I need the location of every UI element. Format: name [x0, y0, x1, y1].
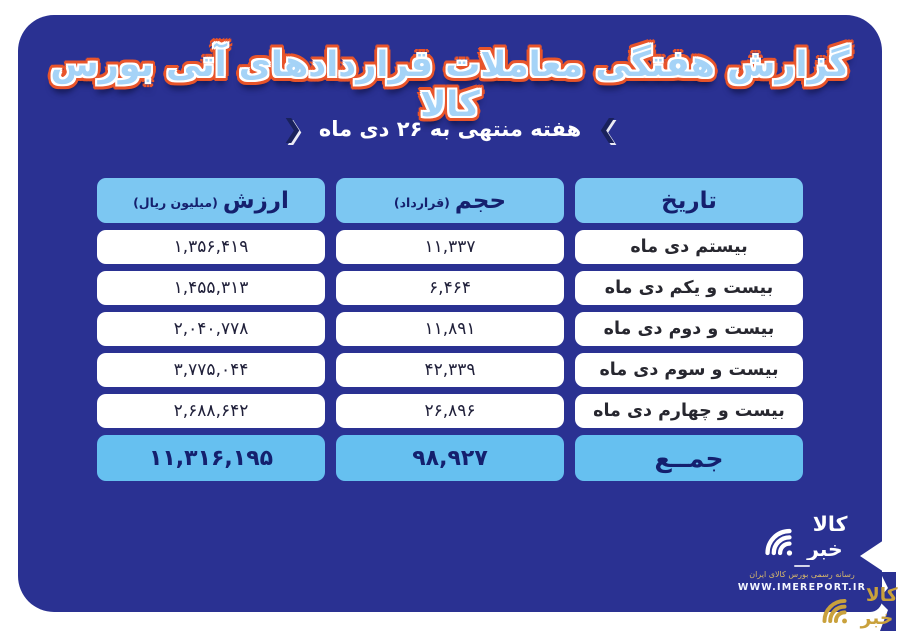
chevron-right-icon: ❯	[281, 114, 303, 143]
weekly-trades-table	[97, 178, 803, 481]
column-header-value	[97, 178, 325, 223]
table-row-1-volume: ۱۱,۳۳۷	[336, 230, 564, 264]
table-row-2-value: ۱,۴۵۵,۳۱۳	[97, 271, 325, 305]
header-volume-label: حجم	[454, 187, 507, 214]
table-row-5-value: ۲,۶۸۸,۶۴۲	[97, 394, 325, 428]
table-row-5-date: بیست و چهارم دی ماه	[575, 394, 803, 428]
table-row-1-date: بیستم دی ماه	[575, 230, 803, 264]
brand-divider	[794, 565, 810, 567]
table-row-4-value: ۳,۷۷۵,۰۴۴	[97, 353, 325, 387]
table-row-3-date: بیست و دوم دی ماه	[575, 312, 803, 346]
total-row-label: جمــع	[575, 435, 803, 481]
table-row-3-value: ۲,۰۴۰,۷۷۸	[97, 312, 325, 346]
column-header-date	[575, 178, 803, 223]
total-row-value: ۱۱,۳۱۶,۱۹۵	[97, 435, 325, 481]
header-value-unit: (میلیون ریال)	[133, 195, 218, 210]
subtitle	[18, 113, 882, 142]
header-volume-unit: (قرارداد)	[393, 195, 450, 210]
brand-name-bottom: خبر	[860, 607, 894, 629]
subtitle-text: هفته منتهی به ۲۶ دی ماه	[318, 117, 582, 141]
table-row-2-date: بیست و یکم دی ماه	[575, 271, 803, 305]
header-date-label: تاریخ	[661, 187, 717, 214]
brand-tagline: رسانه رسمی بورس کالای ایران	[749, 570, 855, 579]
page-title: گزارش هفتگی معاملات قراردادهای آتی بورس کالا	[50, 45, 850, 125]
table-row-3-volume: ۱۱,۸۹۱	[336, 312, 564, 346]
table-row-4-volume: ۴۲,۳۳۹	[336, 353, 564, 387]
table-row-4-date: بیست و سوم دی ماه	[575, 353, 803, 387]
brand-name-bottom: خبر	[807, 537, 843, 560]
chevron-left-icon: ❮	[597, 114, 619, 143]
column-header-volume	[336, 178, 564, 223]
kalakhabar-gold-logo-icon	[813, 580, 899, 629]
table-row-1-value: ۱,۳۵۶,۴۱۹	[97, 230, 325, 264]
brand-name-top: کالا	[812, 512, 848, 537]
header-value-label: ارزش	[222, 187, 289, 214]
table-row-5-volume: ۲۶,۸۹۶	[336, 394, 564, 428]
table-row-2-volume: ۶,۴۶۴	[336, 271, 564, 305]
brand-name-top: کالا	[865, 584, 898, 606]
main-panel	[18, 15, 882, 612]
brand-url: WWW.IMEREPORT.IR	[737, 582, 867, 593]
total-row-volume: ۹۸,۹۲۷	[336, 435, 564, 481]
